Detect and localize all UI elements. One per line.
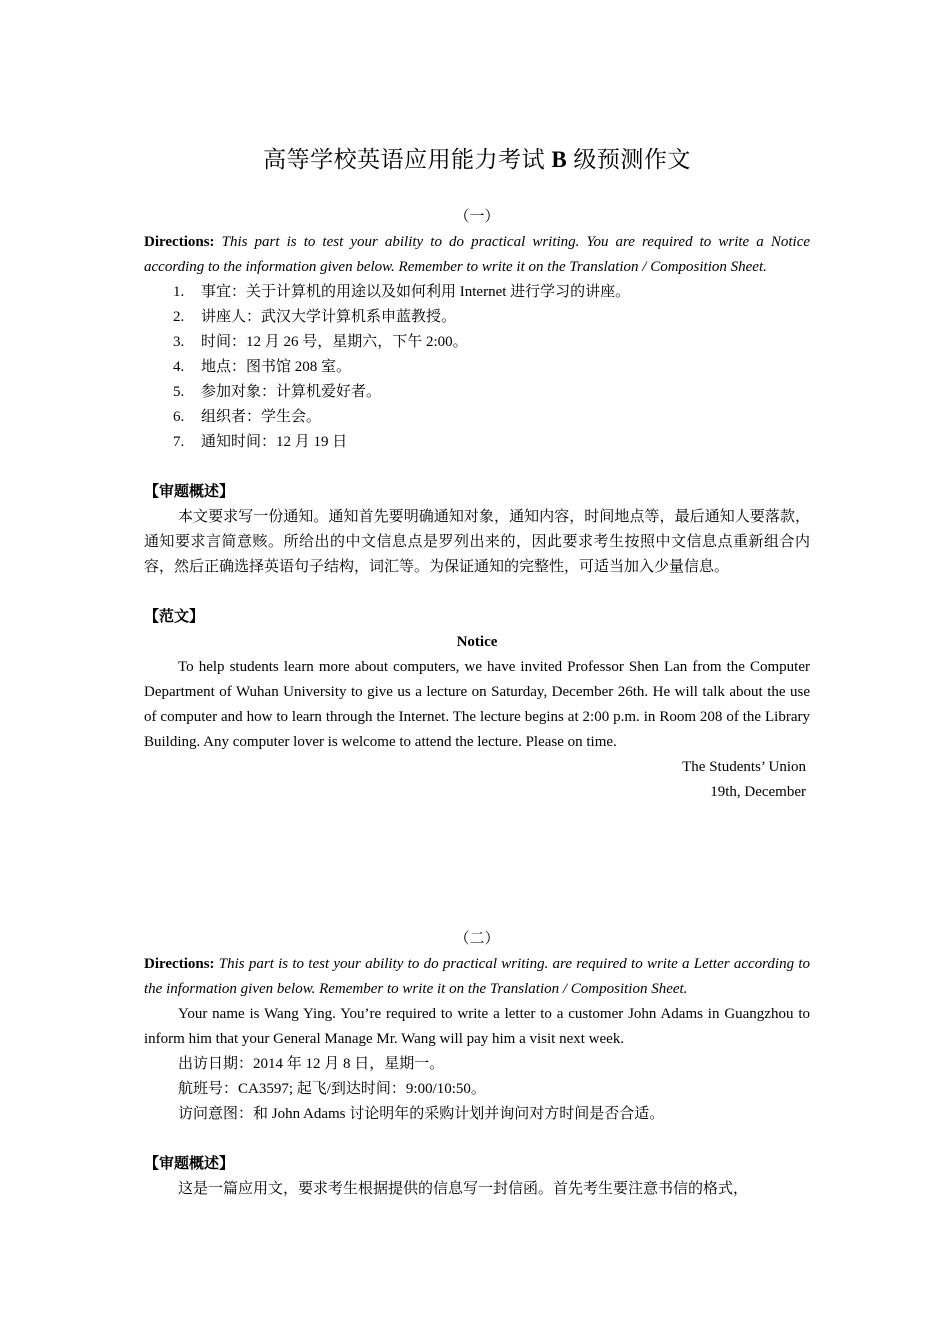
analysis-heading: 【审题概述】 [144, 1156, 235, 1172]
sample-title: Notice [456, 634, 498, 650]
section-one-directions [144, 230, 810, 280]
analysis-heading: 【审题概述】 [144, 484, 235, 500]
section-one-info-list [144, 280, 810, 455]
sample-date: 19th, December [710, 784, 806, 800]
section-two-task: Your name is Wang Ying. You’re required to write a letter to a customer John Adams in Guangzhou to inform him that your General Manage Mr. Wang will pay him a visit next week. [144, 1006, 810, 1047]
analysis-text: 这是一篇应用文，要求考生根据提供的信息写一封信函。首先考生要注意书信的格式， [178, 1181, 749, 1197]
list-item: 3. 时间：12 月 26 号，星期六，下午 2:00。 [173, 334, 468, 350]
list-item: 7. 通知时间：12 月 19 日 [173, 434, 348, 450]
directions-text: This part is to test your ability to do practical writing. are required to write a Letter according to the information given below. Remember to write it on the Translation / Composition Sheet. [144, 956, 811, 997]
directions-label: Directions: [144, 234, 215, 250]
sample-heading: 【范文】 [144, 609, 205, 625]
sample-signature: The Students’ Union [682, 759, 806, 775]
list-item: 1. 事宜：关于计算机的用途以及如何利用 Internet 进行学习的讲座。 [173, 284, 631, 300]
list-item: 4. 地点：图书馆 208 室。 [173, 359, 352, 375]
list-item: 2. 讲座人：武汉大学计算机系申蓝教授。 [173, 309, 457, 325]
document-title [144, 142, 810, 178]
directions-text: This part is to test your ability to do practical writing. You are required to write a Notice according to the information given below. Remember to write it on the Translation / Composition Sheet. [144, 234, 811, 275]
info-line: 出访日期：2014 年 12 月 8 日，星期一。 [178, 1056, 445, 1072]
sample-body: To help students learn more about computers, we have invited Professor Shen Lan from the Computer Department of Wuhan University to give us a lecture on Saturday, December 26th. He will talk about the use of computer and how to learn through the Internet. The lecture begins at 2:00 p.m. in Room 208 of the Library Building. Any computer lover is welcome to attend the lecture. Please on time. [144, 659, 810, 750]
info-line: 访问意图：和 John Adams 讨论明年的采购计划并询问对方时间是否合适。 [178, 1106, 665, 1122]
title-text-bold: B [551, 147, 568, 172]
list-item: 6. 组织者：学生会。 [173, 409, 322, 425]
analysis-text: 本文要求写一份通知。通知首先要明确通知对象，通知内容，时间地点等，最后通知人要落款，通知要求言简意赅。所给出的中文信息点是罗列出来的，因此要求考生按照中文信息点重新组合内容，然后正确选择英语句子结构，词汇等。为保证通知的完整性，可适当加入少量信息。 [144, 509, 810, 575]
list-item: 5. 参加对象：计算机爱好者。 [173, 384, 382, 400]
title-text-2: 级预测作文 [573, 147, 691, 172]
section-one-heading: （一） [454, 209, 500, 225]
section-two-heading: （二） [454, 931, 500, 947]
title-text-1: 高等学校英语应用能力考试 [263, 147, 546, 172]
section-two [144, 927, 810, 1202]
info-line: 航班号：CA3597; 起飞/到达时间：9:00/10:50。 [178, 1081, 486, 1097]
directions-label: Directions: [144, 956, 215, 972]
section-one [144, 205, 810, 805]
section-two-directions [144, 952, 810, 1002]
